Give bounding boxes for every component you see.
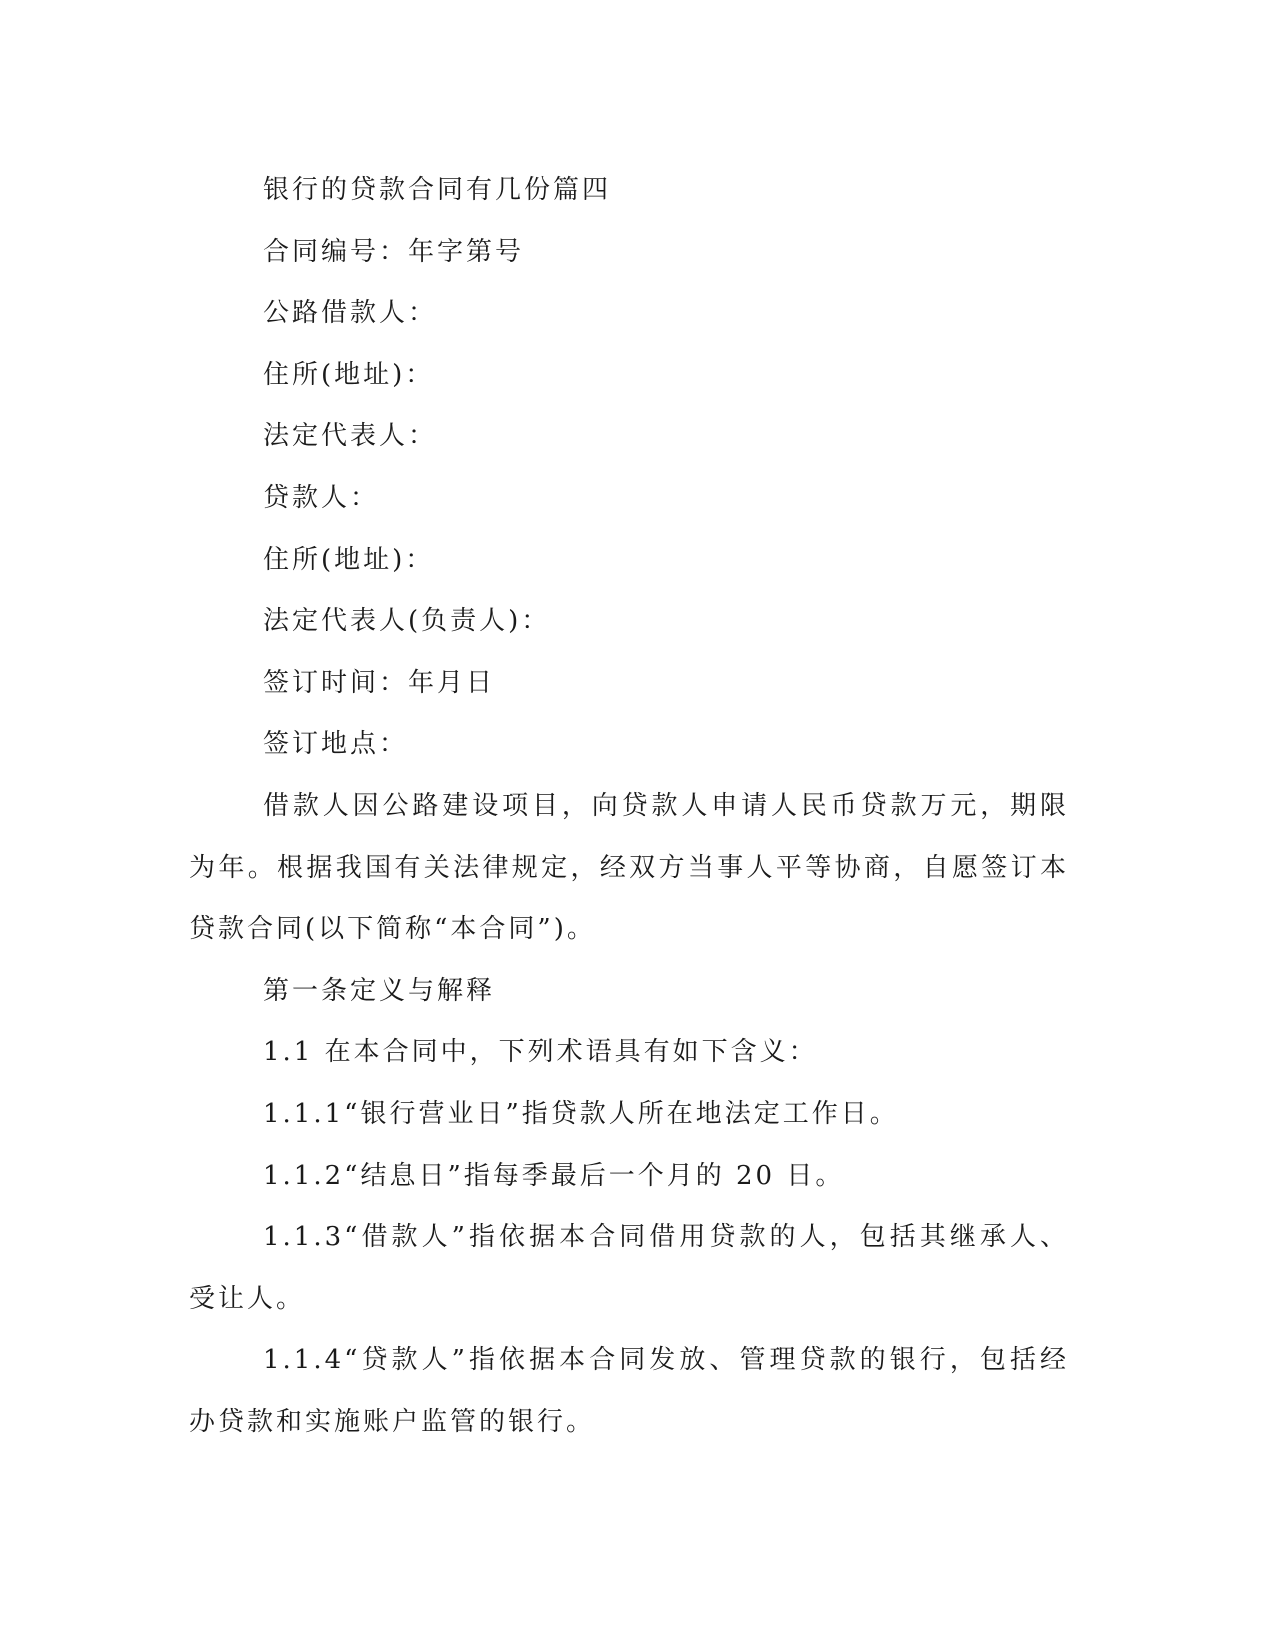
lender-line: 贷款人： <box>263 482 380 513</box>
clause-1-1-1: 1.1.1“银行营业日”指贷款人所在地法定工作日。 <box>263 1098 899 1129</box>
borrower-representative-line: 法定代表人： <box>263 421 438 452</box>
preamble-paragraph: 借款人因公路建设项目，向贷款人申请人民币贷款万元，期限为年。根据我国有关法律规定，经双方当事人平等协商，自愿签订本贷款合同(以下简称“本合同”)。 <box>189 790 1069 945</box>
clause-1-1: 1.1 在本合同中，下列术语具有如下含义： <box>263 1037 818 1068</box>
lender-address-line: 住所(地址)： <box>263 544 435 575</box>
borrower-line: 公路借款人： <box>263 298 438 329</box>
signing-date-line: 签订时间：年月日 <box>263 667 496 698</box>
document-title: 银行的贷款合同有几份篇四 <box>263 175 612 205</box>
document-body <box>189 160 1069 1453</box>
clause-1-1-2: 1.1.2“结息日”指每季最后一个月的 20 日。 <box>263 1160 845 1191</box>
article-one-heading: 第一条定义与解释 <box>263 975 496 1006</box>
clause-1-1-4: 1.1.4“贷款人”指依据本合同发放、管理贷款的银行，包括经办贷款和实施账户监管的银行。 <box>189 1345 1069 1437</box>
contract-number-line: 合同编号：年字第号 <box>263 236 525 267</box>
signing-place-line: 签订地点： <box>263 729 409 760</box>
clause-1-1-3: 1.1.3“借款人”指依据本合同借用贷款的人，包括其继承人、受让人。 <box>189 1222 1069 1314</box>
borrower-address-line: 住所(地址)： <box>263 359 435 390</box>
lender-representative-line: 法定代表人(负责人)： <box>263 606 551 637</box>
